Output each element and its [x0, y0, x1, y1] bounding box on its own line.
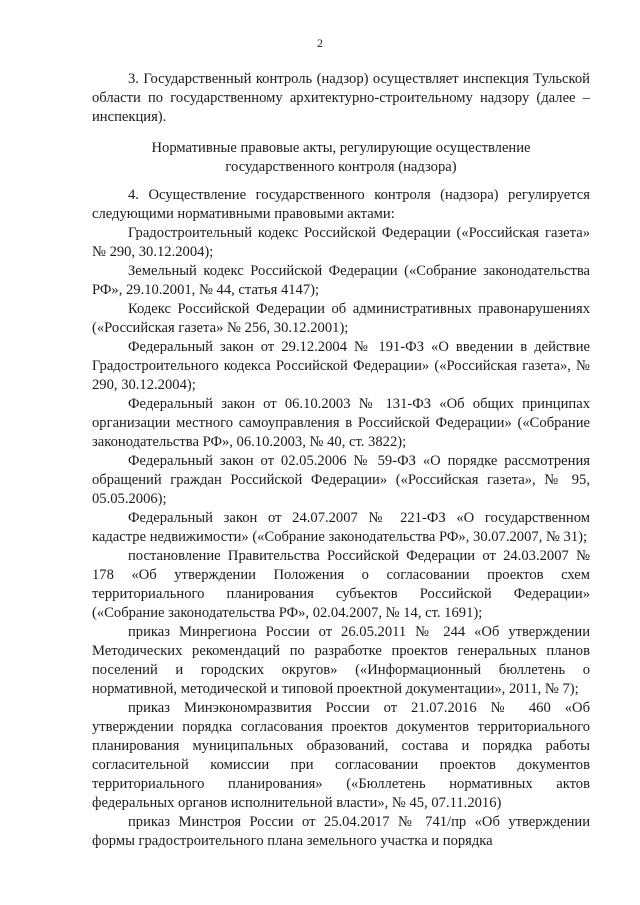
act-item: Федеральный закон от 29.12.2004 № 191-ФЗ «О введении в действие Градостроительного кодекса Российской Федерации» («Российская газета», № 290, 30.12.2004); — [92, 339, 590, 393]
acts-list — [92, 186, 590, 851]
section-heading — [92, 139, 590, 177]
page-number: 2 — [317, 36, 323, 50]
section-heading-line-2: государственного контроля (надзора) — [225, 159, 457, 175]
act-item: Федеральный закон от 24.07.2007 № 221-ФЗ «О государственном кадастре недвижимости» («Собрание законодательства РФ», 30.07.2007, № 31); — [92, 510, 590, 545]
act-item: Кодекс Российской Федерации об административных правонарушениях («Российская газета» № 256, 30.12.2001); — [92, 301, 590, 336]
section-heading-line-1: Нормативные правовые акты, регулирующие осуществление — [151, 140, 531, 156]
act-item: постановление Правительства Российской Федерации от 24.03.2007 № 178 «Об утверждении Положения о согласовании проектов схем территориального планирования субъектов Российской Федерации» («Собрание законодательства РФ», 02.04.2007, № 14, ст. 1691); — [92, 548, 590, 621]
act-item: приказ Минстроя России от 25.04.2017 № 741/пр «Об утверждении формы градостроительного плана земельного участка и порядка — [92, 814, 590, 849]
act-item: Федеральный закон от 06.10.2003 № 131-ФЗ «Об общих принципах организации местного самоуправления в Российской Федерации» («Собрание законодательства РФ», 06.10.2003, № 40, ст. 3822); — [92, 396, 590, 450]
paragraph-item-3: 3. Государственный контроль (надзор) осуществляет инспекция Тульской области по государственному архитектурно-строительному надзору (далее – инспекция). — [92, 71, 590, 125]
act-item: приказ Минрегиона России от 26.05.2011 № 244 «Об утверждении Методических рекомендаций по разработке проектов генеральных планов поселений и городских округов» («Информационный бюллетень о нормативной, методической и типовой проектной документации», 2011, № 7); — [92, 624, 590, 697]
act-item: Градостроительный кодекс Российской Федерации («Российская газета» № 290, 30.12.2004); — [92, 225, 590, 260]
document-body — [92, 70, 590, 127]
act-item: приказ Минэкономразвития России от 21.07.2016 № 460 «Об утверждении порядка согласования проектов документов территориального планирования муниципальных образований, состава и порядка работы согласительной комиссии при согласовании проектов документов территориального планирования» («Бюллетень нормативных актов федеральных органов исполнительной власти», № 45, 07.11.2016) — [92, 700, 590, 811]
act-item: Федеральный закон от 02.05.2006 № 59-ФЗ «О порядке рассмотрения обращений граждан Российской Федерации» («Российская газета», № 95, 05.05.2006); — [92, 453, 590, 507]
paragraph-item-4: 4. Осуществление государственного контроля (надзора) регулируется следующими нормативными правовыми актами: — [92, 187, 590, 222]
act-item: Земельный кодекс Российской Федерации («Собрание законодательства РФ», 29.10.2001, № 44, статья 4147); — [92, 263, 590, 298]
